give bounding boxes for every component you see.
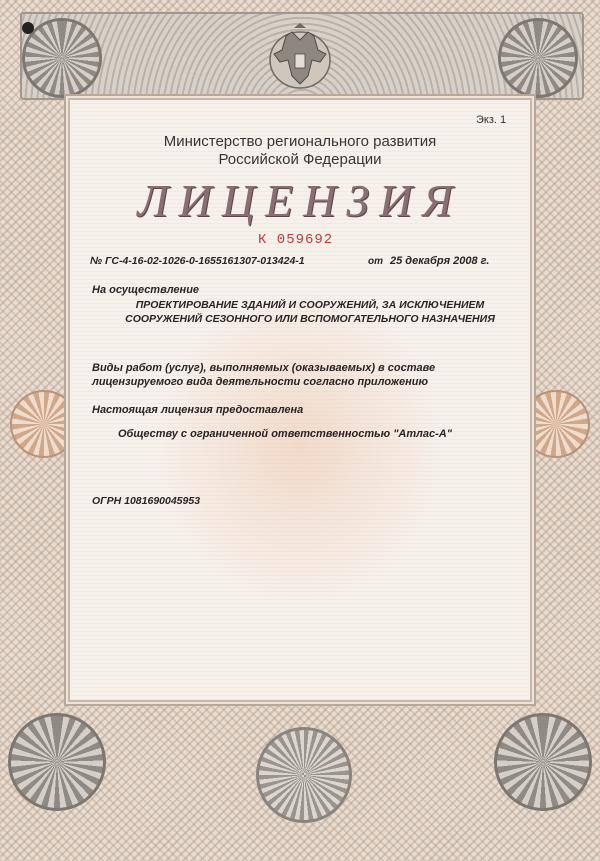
registration-date-prefix: от <box>368 256 383 267</box>
grantee-name: Обществу с ограниченной ответственностью "Атлас-А" <box>118 428 452 440</box>
guilloche-rosette-icon <box>494 713 592 811</box>
issuer-line-2: Российской Федерации <box>218 151 382 168</box>
activity-line-1: ПРОЕКТИРОВАНИЕ ЗДАНИЙ И СООРУЖЕНИЙ, ЗА ИСКЛЮЧЕНИЕМ <box>135 299 485 311</box>
document-title: ЛИЦЕНЗИЯ <box>137 175 463 226</box>
punch-hole <box>22 22 34 34</box>
guilloche-rosette-icon <box>256 727 352 823</box>
works-line-2: лицензируемого вида деятельности согласно приложению <box>92 376 428 388</box>
guilloche-rosette-icon <box>522 390 590 458</box>
guilloche-rosette-icon <box>10 390 78 458</box>
guilloche-rosette-icon <box>8 713 106 811</box>
activity-label: На осуществление <box>92 284 200 296</box>
registration-number: № ГС-4-16-02-1026-0-1655161307-013424-1 <box>90 255 305 267</box>
granted-label: Настоящая лицензия предоставлена <box>92 404 304 416</box>
works-line-1: Виды работ (услуг), выполняемых (оказываемых) в составе <box>92 362 436 374</box>
ogrn-number: ОГРН 1081690045953 <box>92 495 201 507</box>
copy-number: Экз. 1 <box>476 114 507 126</box>
activity-line-2: СООРУЖЕНИЙ СЕЗОННОГО ИЛИ ВСПОМОГАТЕЛЬНОГО НАЗНАЧЕНИЯ <box>125 313 495 325</box>
serial-number: К 059692 <box>258 232 334 248</box>
guilloche-rosette-icon <box>22 18 102 98</box>
double-headed-eagle-emblem-icon <box>262 20 338 92</box>
guilloche-rosette-icon <box>498 18 578 98</box>
issuer-line-1: Министерство регионального развития <box>163 133 437 150</box>
registration-date: 25 декабря 2008 г. <box>390 255 490 267</box>
